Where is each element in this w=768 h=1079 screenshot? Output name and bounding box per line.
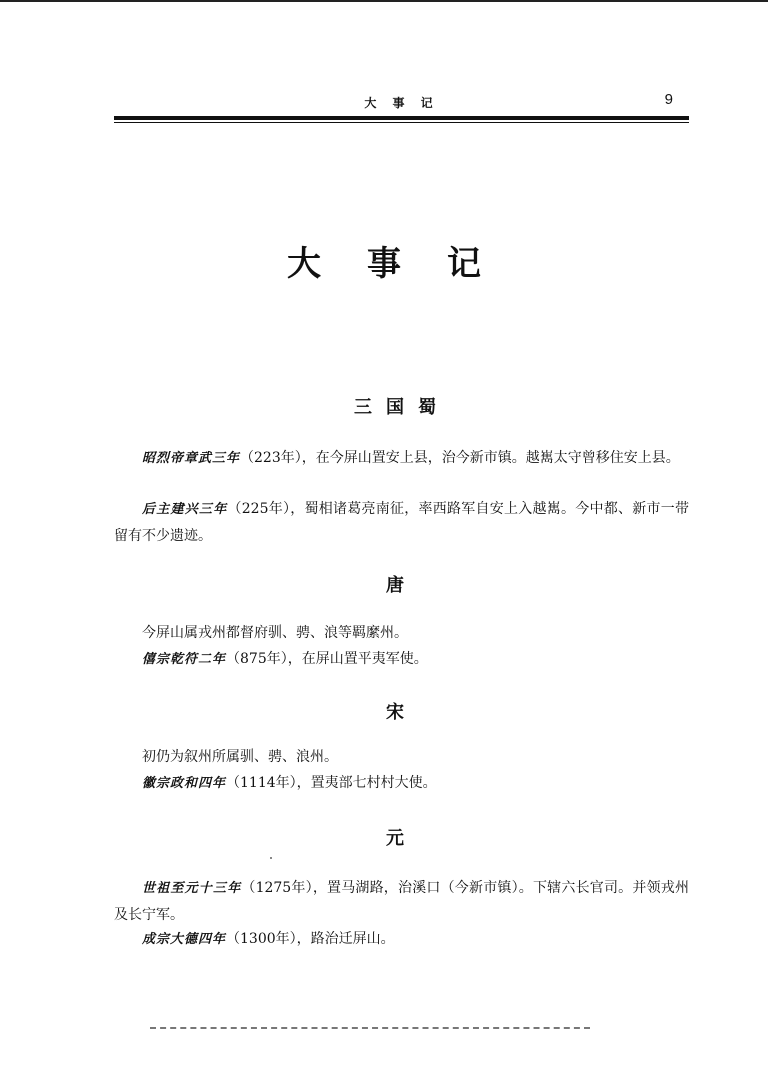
section-heading-tang: 唐	[386, 575, 404, 596]
print-speck	[270, 857, 272, 859]
running-header-title: 大 事 记	[364, 96, 439, 110]
page-number: 9	[664, 91, 673, 108]
era-name: 世祖至元十三年	[142, 881, 242, 896]
section-heading-sanguo-shu: 三国蜀	[354, 397, 450, 418]
running-header	[114, 91, 689, 114]
era-name: 徽宗政和四年	[142, 776, 227, 791]
paragraph	[114, 770, 689, 797]
paragraph-text: （875年），在屏山置平夷军使。	[226, 651, 428, 667]
era-name: 后主建兴三年	[142, 502, 228, 517]
header-rule-thick	[114, 116, 689, 120]
paragraph	[114, 445, 689, 472]
paragraph-text: （225年），蜀相诸葛亮南征，率西路军自安上入越嶲。今中都、新市一带留有不少遗迹。	[114, 501, 689, 544]
paragraph-text: （1114年），置夷部七村村大使。	[226, 775, 437, 791]
paragraph	[114, 646, 689, 673]
paragraph	[114, 875, 689, 928]
header-rule-thin	[114, 122, 689, 123]
era-name: 僖宗乾符二年	[142, 652, 227, 667]
paragraph-text: （1275年），置马湖路，治溪口（今新市镇）。下辖六长官司。并领戎州及长宁军。	[114, 880, 689, 923]
paragraph	[114, 496, 689, 549]
paragraph	[114, 926, 689, 953]
paragraph-text: （1300年），路治迁屏山。	[226, 931, 395, 947]
paragraph-text: 初仍为叙州所属驯、骋、浪州。	[142, 749, 338, 765]
paragraph	[114, 620, 689, 647]
chapter-title: 大事记	[287, 244, 527, 284]
era-name: 成宗大德四年	[142, 932, 227, 947]
era-name: 昭烈帝章武三年	[142, 451, 241, 466]
paragraph	[114, 744, 689, 771]
paragraph-text: （223年），在今屏山置安上县，治今新市镇。越嶲太守曾移住安上县。	[240, 450, 680, 466]
bottom-scan-rule	[150, 1027, 590, 1029]
section-heading-song: 宋	[386, 702, 404, 723]
page-top-border	[0, 0, 768, 2]
section-heading-yuan: 元	[386, 828, 404, 849]
paragraph-text: 今屏山属戎州都督府驯、骋、浪等羁縻州。	[142, 625, 408, 641]
